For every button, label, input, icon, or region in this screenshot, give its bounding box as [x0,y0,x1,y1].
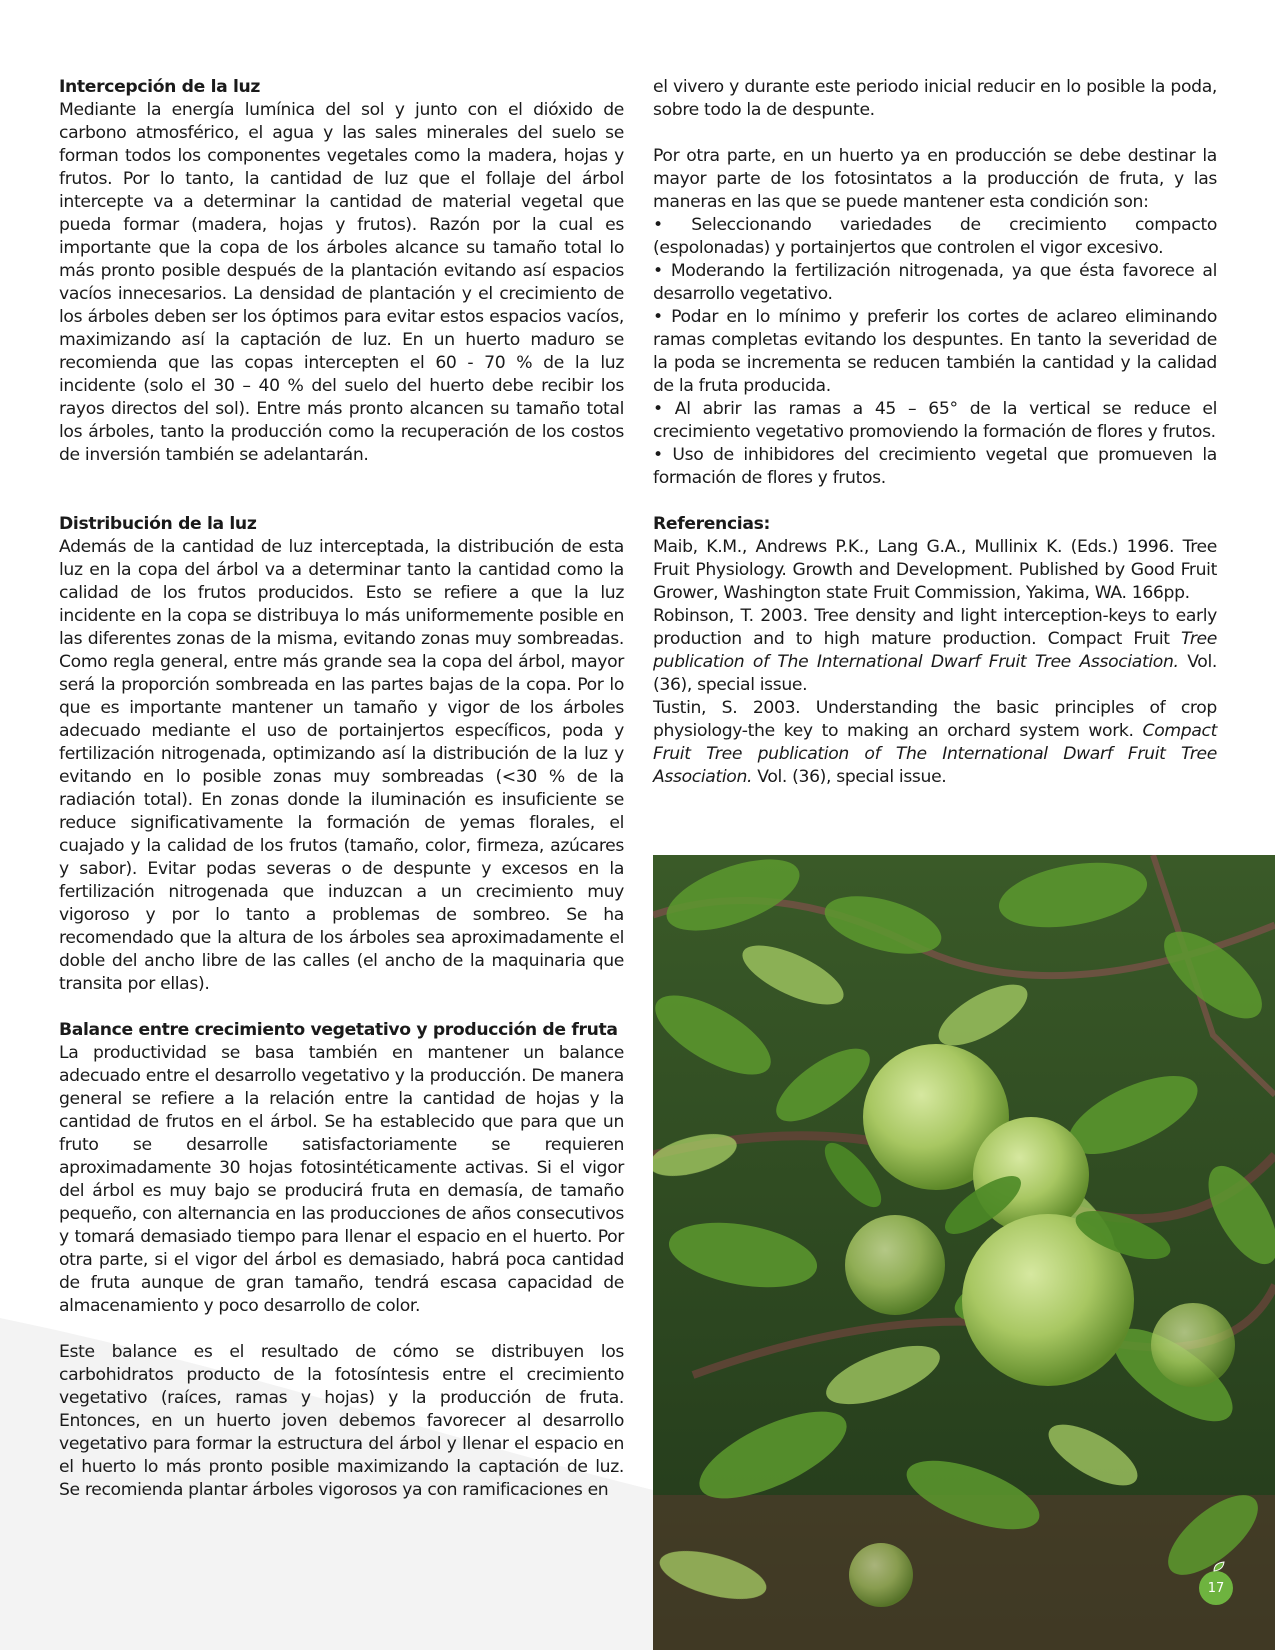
section-title-light-distribution: Distribución de la luz [59,514,257,534]
apple-tree-photo [653,855,1275,1650]
section-body-growth-balance-2: Este balance es el resultado de cómo se distribuyen los carbohidratos producto de la fotosíntesis entre el crecimiento vegetativo (raíces, ramas y hojas) y la producción de fruta. Entonces, en un huerto joven debemos favorecer al desarrollo vegetativo para formar la estructura del árbol y llenar el espacio en el huerto lo más pronto posible maximizando la captación de luz. Se recomienda plantar árboles vigorosos ya con ramificaciones en [59,1342,624,1500]
reference-item: Maib, K.M., Andrews P.K., Lang G.A., Mullinix K. (Eds.) 1996. Tree Fruit Physiology. Growth and Development. Published by Good Fruit Grower, Washington state Fruit Commission, Yakima, WA. 166pp. [653,537,1217,603]
section-title-light-interception: Intercepción de la luz [59,77,261,97]
reference-item: Tustin, S. 2003. Understanding the basic principles of crop physiology-the key to making an orchard system work. Compact Fruit Tree publication of The International Dwarf Fruit Tree Association. Vol. (36), special issue. [653,698,1217,787]
bullet-item: • Moderando la fertilización nitrogenada, ya que ésta favorece al desarrollo vegetativo. [653,261,1217,304]
left-column [59,76,624,1502]
section-body-light-distribution: Además de la cantidad de luz interceptada, la distribución de esta luz en la copa del árbol va a determinar tanto la cantidad como la calidad de los frutos producidos. Esto se refiere a que la luz incidente en la copa se distribuya lo más uniformemente posible en las diferentes zonas de la misma, evitando zonas muy sombreadas. Como regla general, entre más grande sea la copa del árbol, mayor será la proporción sombreada en las partes bajas de la copa. Por lo que es importante mantener un tamaño y vigor de los árboles adecuado mediante el uso de portainjertos específicos, poda y fertilización nitrogenada, optimizando así la distribución de la luz y evitando en lo posible zonas muy sombreadas (<30 % de la radiación total). En zonas donde la iluminación es insuficiente se reduce significativamente la formación de yemas florales, el cuajado y la calidad de los frutos (tamaño, color, firmeza, azúcares y sabor). Evitar podas severas o de despunte y excesos en la fertilización nitrogenada que induzcan a un crecimiento muy vigoroso y por lo tanto a problemas de sombreo. Se ha recomendado que la altura de los árboles sea aproximadamente el doble del ancho libre de las calles (el ancho de la maquinaria que transita por ellas). [59,537,624,994]
bullet-item: • Podar en lo mínimo y preferir los cortes de aclareo eliminando ramas completas evitando los despuntes. En tanto la severidad de la poda se incrementa se reducen también la cantidad y la calidad de la fruta producida. [653,307,1217,396]
section-body-light-interception: Mediante la energía lumínica del sol y junto con el dióxido de carbono atmosférico, el agua y las sales minerales del suelo se forman todos los componentes vegetales como la madera, hojas y frutos. Por lo tanto, la cantidad de luz que el follaje del árbol intercepte va a determinar la cantidad de material vegetal que pueda formar (madera, hojas y frutos). Razón por la cual es importante que la copa de los árboles alcance su tamaño total lo más pronto posible después de la plantación evitando así espacios vacíos innecesarios. La densidad de plantación y el crecimiento de los árboles deben ser los óptimos para evitar estos espacios vacíos, maximizando así la captación de luz. En un huerto maduro se recomienda que las copas intercepten el 60 - 70 % de la luz incidente (solo el 30 – 40 % del suelo del huerto debe recibir los rayos directos del sol). Entre más pronto alcancen su tamaño total los árboles, tanto la producción como la recuperación de los costos de inversión también se adelantarán. [59,100,624,465]
bullet-item: • Al abrir las ramas a 45 – 65° de la vertical se reduce el crecimiento vegetativo promoviendo la formación de flores y frutos. [653,399,1217,442]
continuation-paragraph: el vivero y durante este periodo inicial reducir en lo posible la poda, sobre todo la de despunte. [653,77,1217,120]
apple-leaf-icon [1212,1561,1226,1573]
section-title-growth-balance: Balance entre crecimiento vegetativo y producción de fruta [59,1020,618,1040]
references-title: Referencias: [653,514,770,534]
section-body-growth-balance: La productividad se basa también en mantener un balance adecuado entre el desarrollo vegetativo y la producción. De manera general se refiere a la relación entre la cantidad de hojas y la cantidad de frutos en el árbol. Se ha establecido que para que un fruto se desarrolle satisfactoriamente se requieren aproximadamente 30 hojas fotosintéticamente activas. Si el vigor del árbol es muy bajo se producirá fruta en demasía, de tamaño pequeño, con alternancia en las producciones de años consecutivos y tomará demasiado tiempo para llenar el espacio en el huerto. Por otra parte, si el vigor del árbol es demasiado, habrá poca cantidad de fruta aunque de gran tamaño, tendrá escasa capacidad de almacenamiento y poco desarrollo de color. [59,1043,624,1316]
right-column [653,76,1217,789]
production-paragraph: Por otra parte, en un huerto ya en producción se debe destinar la mayor parte de los fotosintatos a la producción de fruta, y las maneras en las que se puede mantener esta condición son: [653,146,1217,212]
reference-item: Robinson, T. 2003. Tree density and light interception-keys to early production and to high mature production. Compact Fruit Tree publication of The International Dwarf Fruit Tree Association. Vol. (36), special issue. [653,606,1217,695]
bullet-item: • Uso de inhibidores del crecimiento vegetal que promueven la formación de flores y frutos. [653,445,1217,488]
bullet-item: • Seleccionando variedades de crecimiento compacto (espolonadas) y portainjertos que controlen el vigor excesivo. [653,215,1217,258]
page-number: 17 [1199,1571,1233,1605]
